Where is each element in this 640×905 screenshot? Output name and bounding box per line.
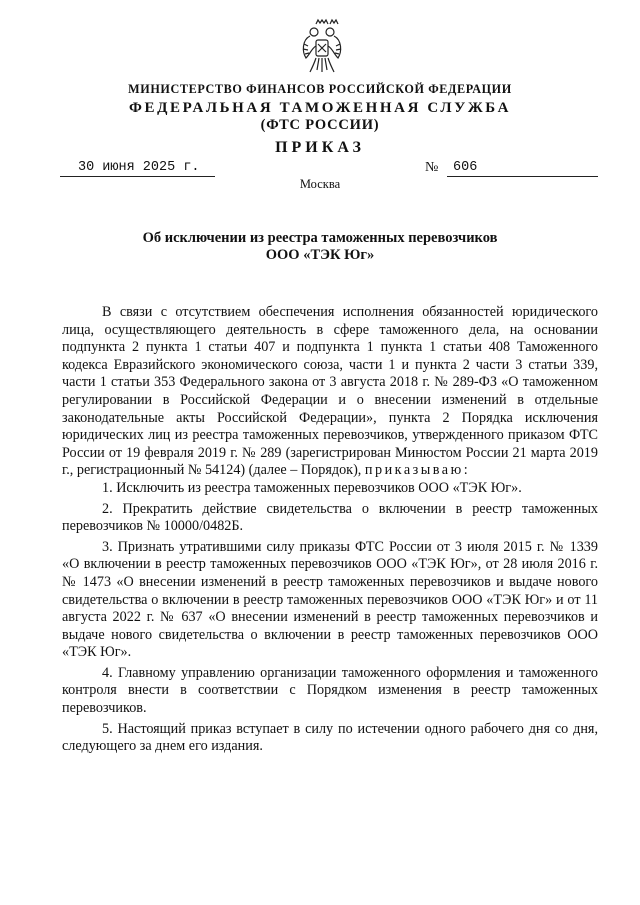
order-item-2: 2. Прекратить действие свидетельства о включении в реестр таможенных перевозчиков № 10000/0482Б.	[62, 500, 598, 535]
order-word: приказываю:	[364, 462, 471, 479]
ministry-name: МИНИСТЕРСТВО ФИНАНСОВ РОССИЙСКОЙ ФЕДЕРАЦИИ	[128, 82, 512, 96]
preamble-paragraph	[62, 304, 598, 480]
service-name: ФЕДЕРАЛЬНАЯ ТАМОЖЕННАЯ СЛУЖБА	[128, 100, 512, 116]
order-item-1: 1. Исключить из реестра таможенных перевозчиков ООО «ТЭК Юг».	[102, 479, 522, 496]
order-subject	[0, 230, 640, 264]
coat-of-arms-emblem-icon	[300, 18, 344, 76]
order-body	[62, 304, 598, 756]
preamble-text: В связи с отсутствием обеспечения исполнения обязанностей юридического лица, осуществляющего деятельность в сфере таможенного дела, на основании подпункта 2 пункта 1 статьи 407 и подпункта 1 пункта 1 статьи 408 Таможенного кодекса Евразийского экономического союза, части 1 и пункта 2 части 3 статьи 339, части 1 статьи 353 Федерального закона от 3 августа 2018 г. № 289-ФЗ «О таможенном регулировании в Российской Федерации и о внесении изменений в отдельные законодательные акты Российской Федерации», пункта 2 Порядка исключения юридических лиц из реестра таможенных перевозчиков, утвержденного приказом ФТС России от 19 февраля 2019 г. № 289 (зарегистрирован Минюстом России 21 марта 2019 г., регистрационный № 54124) (далее – Порядок),	[62, 304, 598, 479]
order-item-5: 5. Настоящий приказ вступает в силу по истечении одного рабочего дня со дня, следующего за днем его издания.	[62, 720, 598, 755]
service-short-name: (ФТС РОССИИ)	[260, 117, 380, 133]
subject-line-2: ООО «ТЭК Юг»	[265, 247, 375, 263]
order-item-4: 4. Главному управлению организации таможенного оформления и таможенного контроля внести в соответствии с Порядком изменения в реестр таможенных перевозчиков.	[62, 664, 598, 717]
city: Москва	[299, 177, 341, 191]
order-item-3: 3. Признать утратившими силу приказы ФТС России от 3 июля 2015 г. № 1339 «О включении в реестр таможенных перевозчиков ООО «ТЭК Юг», от 28 июля 2016 г. № 1473 «О внесении изменений в реестр таможенных перевозчиков и выдаче нового свидетельства о включении в реестр таможенных перевозчиков ООО «ТЭК Юг» и от 11 августа 2022 г. № 637 «О внесении изменений в реестр таможенных перевозчиков и выдаче нового свидетельства о включении в реестр таможенных перевозчиков ООО «ТЭК Юг».	[62, 538, 598, 661]
document-type: ПРИКАЗ	[275, 139, 365, 156]
subject-line-1: Об исключении из реестра таможенных перевозчиков	[142, 230, 498, 246]
order-date: 30 июня 2025 г.	[60, 159, 215, 177]
order-number: 606	[447, 159, 598, 177]
number-sign: №	[425, 160, 439, 175]
